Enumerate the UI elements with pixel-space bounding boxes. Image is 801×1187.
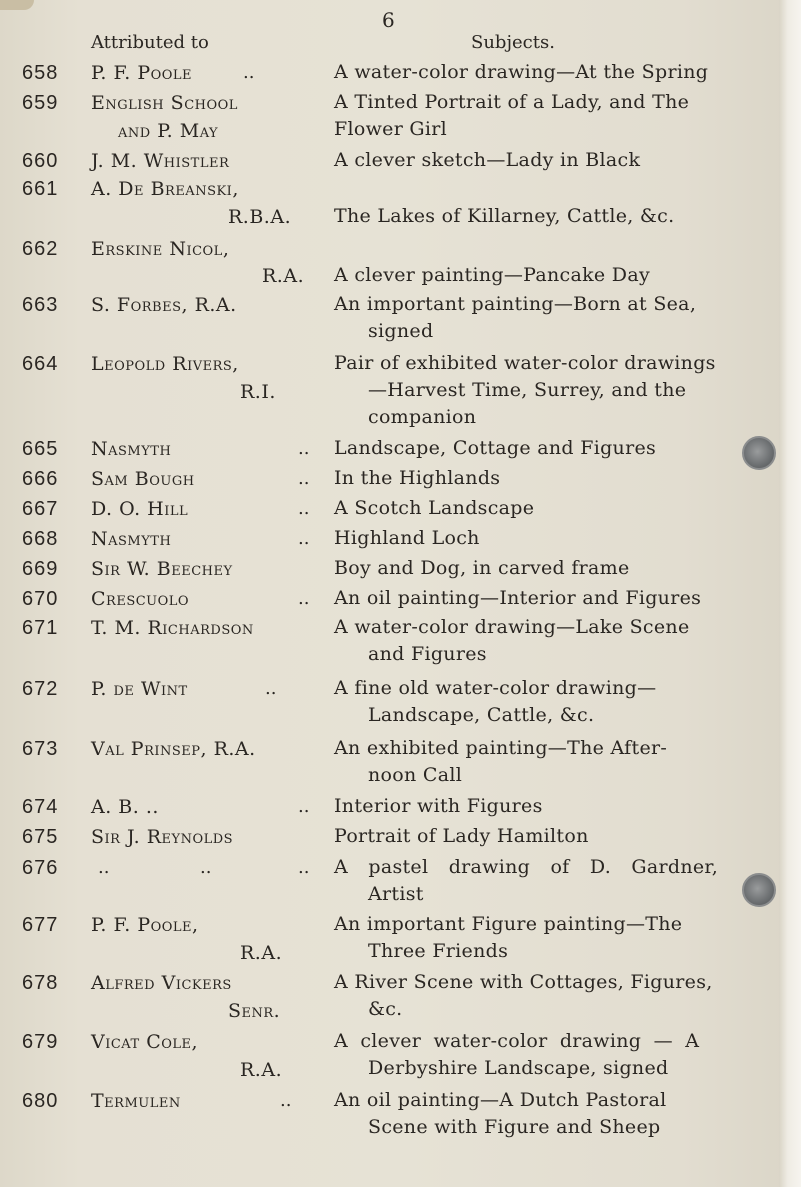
lot-subject: Highland Loch bbox=[334, 527, 480, 549]
leader-dots: .. bbox=[298, 498, 310, 519]
header-subjects: Subjects. bbox=[471, 32, 555, 53]
lot-artist: Nasmyth bbox=[91, 438, 172, 460]
lot-subject: An oil painting—A Dutch Pastoral Scene with Figure and Sheep bbox=[334, 1089, 667, 1138]
lot-number: 658 bbox=[22, 62, 59, 84]
lot-artist-cont: R.A. bbox=[262, 265, 305, 287]
leader-dots: .. bbox=[298, 438, 310, 459]
lot-subject: A pastel drawing of D. Gardner, Artist bbox=[334, 856, 719, 905]
lot-subject: Interior with Figures bbox=[334, 795, 543, 817]
leader-dots: .. bbox=[298, 528, 310, 549]
leader-dots: .. bbox=[243, 62, 255, 83]
lot-artist: A. B. .. bbox=[91, 796, 159, 818]
lot-number: 670 bbox=[22, 588, 59, 610]
leader-dots: .. bbox=[298, 468, 310, 489]
lot-subject: A water-color drawing—Lake Scene and Figures bbox=[334, 616, 690, 665]
lot-number: 661 bbox=[22, 178, 59, 200]
lot-artist: Leopold Rivers, bbox=[91, 353, 239, 375]
lot-subject: The Lakes of Killarney, Cattle, &c. bbox=[334, 205, 675, 227]
lot-artist: English School bbox=[91, 92, 238, 114]
lot-artist-cont: R.I. bbox=[240, 381, 276, 403]
lot-subject: A clever sketch—Lady in Black bbox=[334, 149, 641, 171]
lot-number: 673 bbox=[22, 738, 59, 760]
lot-number: 679 bbox=[22, 1031, 59, 1053]
lot-number: 680 bbox=[22, 1090, 59, 1112]
lot-number: 678 bbox=[22, 972, 59, 994]
lot-artist: P. F. Poole, bbox=[91, 914, 199, 936]
lot-subject: A water-color drawing—At the Spring bbox=[334, 61, 709, 83]
lot-artist: Sir W. Beechey bbox=[91, 558, 233, 580]
lot-subject: An exhibited painting—The After- noon Call bbox=[334, 737, 668, 786]
lot-subject: A Tinted Portrait of a Lady, and The Flower Girl bbox=[334, 91, 690, 140]
lot-number: 664 bbox=[22, 353, 59, 375]
lot-artist: T. M. Richardson bbox=[91, 617, 254, 639]
lot-number: 659 bbox=[22, 92, 59, 114]
lot-number: 666 bbox=[22, 468, 59, 490]
lot-artist: D. O. Hill bbox=[91, 498, 189, 520]
torn-corner bbox=[0, 0, 34, 10]
lot-artist-cont: Senr. bbox=[228, 1000, 281, 1022]
lot-subject: A clever water-color drawing — A Derbyshire Landscape, signed bbox=[334, 1030, 700, 1079]
lot-artist-cont: and P. May bbox=[118, 120, 219, 142]
lot-artist-cont: R.A. bbox=[240, 1059, 283, 1081]
lot-artist: S. Forbes, R.A. bbox=[91, 294, 237, 316]
page-number: 6 bbox=[382, 8, 395, 32]
lot-subject: An oil painting—Interior and Figures bbox=[334, 587, 702, 609]
lot-subject: A River Scene with Cottages, Figures, &c. bbox=[334, 971, 713, 1020]
leader-dots: .. bbox=[200, 857, 212, 878]
page-edge bbox=[779, 0, 801, 1187]
lot-number: 671 bbox=[22, 617, 59, 639]
lot-artist: J. M. Whistler bbox=[91, 150, 230, 172]
lot-number: 662 bbox=[22, 238, 59, 260]
lot-artist: Crescuolo bbox=[91, 588, 190, 610]
leader-dots: .. bbox=[280, 1090, 292, 1111]
lot-subject: In the Highlands bbox=[334, 467, 501, 489]
leader-dots: .. bbox=[298, 588, 310, 609]
header-attributed: Attributed to bbox=[91, 32, 209, 53]
lot-subject: An important Figure painting—The Three Friends bbox=[334, 913, 683, 962]
lot-artist: Vicat Cole, bbox=[91, 1031, 199, 1053]
lot-number: 668 bbox=[22, 528, 59, 550]
lot-subject: A fine old water-color drawing— Landscape, Cattle, &c. bbox=[334, 677, 657, 726]
lot-artist-cont: R.B.A. bbox=[228, 206, 292, 228]
lot-subject: Portrait of Lady Hamilton bbox=[334, 825, 589, 847]
lot-subject: Pair of exhibited water-color drawings —Harvest Time, Surrey, and the companion bbox=[334, 352, 716, 428]
lot-number: 675 bbox=[22, 826, 59, 848]
lot-subject: Boy and Dog, in carved frame bbox=[334, 557, 630, 579]
lot-artist: Val Prinsep, R.A. bbox=[91, 738, 256, 760]
lot-number: 660 bbox=[22, 150, 59, 172]
lot-number: 676 bbox=[22, 857, 59, 879]
lot-number: 674 bbox=[22, 796, 59, 818]
lot-subject: Landscape, Cottage and Figures bbox=[334, 437, 657, 459]
leader-dots: .. bbox=[298, 857, 310, 878]
lot-number: 677 bbox=[22, 914, 59, 936]
lot-subject: A clever painting—Pancake Day bbox=[334, 264, 650, 286]
leader-dots: .. bbox=[265, 678, 277, 699]
lot-artist: Sam Bough bbox=[91, 468, 195, 490]
lot-subject: A Scotch Landscape bbox=[334, 497, 535, 519]
lot-number: 669 bbox=[22, 558, 59, 580]
lot-number: 663 bbox=[22, 294, 59, 316]
lot-artist: P. de Wint bbox=[91, 678, 188, 700]
lot-number: 672 bbox=[22, 678, 59, 700]
lot-artist: Erskine Nicol, bbox=[91, 238, 230, 260]
lot-artist: P. F. Poole bbox=[91, 62, 193, 84]
lot-artist: Sir J. Reynolds bbox=[91, 826, 234, 848]
leader-dots: .. bbox=[298, 796, 310, 817]
lot-artist: A. De Breanski, bbox=[91, 178, 239, 200]
lot-artist: Alfred Vickers bbox=[91, 972, 232, 994]
lot-number: 667 bbox=[22, 498, 59, 520]
leader-dots: .. bbox=[98, 857, 110, 878]
lot-artist-cont: R.A. bbox=[240, 942, 283, 964]
lot-artist: Termulen bbox=[91, 1090, 181, 1112]
lot-number: 665 bbox=[22, 438, 59, 460]
lot-subject: An important painting—Born at Sea, signed bbox=[334, 293, 697, 342]
lot-artist: Nasmyth bbox=[91, 528, 172, 550]
